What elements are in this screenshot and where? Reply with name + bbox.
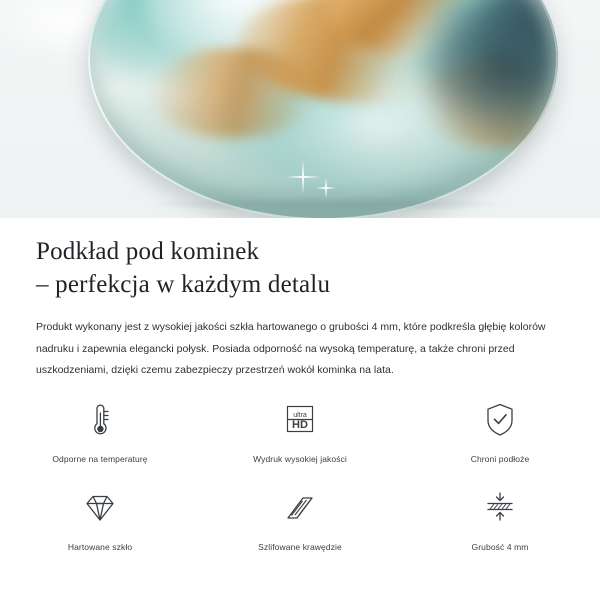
headline-line-2: – perfekcja w każdym detalu xyxy=(36,270,331,298)
ink-blot-white-left xyxy=(143,0,353,68)
diamond-icon xyxy=(77,486,123,530)
hero-image xyxy=(0,0,600,218)
text-content xyxy=(0,218,600,382)
feature-polished-edges xyxy=(200,478,400,566)
feature-thickness xyxy=(400,478,600,566)
page-title xyxy=(0,218,600,301)
feature-label: Wydruk wysokiej jakości xyxy=(253,454,347,464)
feature-tempered-glass xyxy=(0,478,200,566)
ink-blot-dark-right xyxy=(418,0,558,143)
feature-label: Odporne na temperaturę xyxy=(52,454,148,464)
ink-blot-teal-right xyxy=(388,0,558,98)
ultra-hd-icon xyxy=(277,398,323,442)
ink-streak-gold-top xyxy=(323,0,513,53)
svg-text:HD: HD xyxy=(292,419,308,431)
feature-surface-protection xyxy=(400,390,600,478)
feature-print-quality xyxy=(200,390,400,478)
headline-line-1: Podkład pod kominek xyxy=(36,238,260,265)
sparkle-small-icon xyxy=(316,178,336,198)
feature-temperature xyxy=(0,390,200,478)
polished-edges-icon xyxy=(277,486,323,530)
sparkle-icon xyxy=(286,160,320,194)
feature-grid xyxy=(0,390,600,566)
ink-blot-dark-corner xyxy=(480,0,558,78)
svg-text:ultra: ultra xyxy=(293,412,307,419)
thermometer-icon xyxy=(77,398,123,442)
thickness-arrows-icon xyxy=(477,486,523,530)
ink-streak-gold-center xyxy=(238,0,468,103)
board-drop-shadow xyxy=(150,196,510,212)
ink-streak-gold-bottom-left xyxy=(148,48,318,138)
feature-label: Szlifowane krawędzie xyxy=(258,542,342,552)
description-paragraph: Produkt wykonany jest z wysokiej jakości szkła hartowanego o grubości 4 mm, które podkreśla głębię kolorów nadruku i zapewnia elegancki połysk. Posiada odporność na wysoką temperaturę, a także chroni przed uszkodzeniami, dzięki czemu zabezpieczy przestrzeń wokół kominka na lata. xyxy=(36,321,546,377)
feature-label: Chroni podłoże xyxy=(470,454,530,464)
feature-label: Hartowane szkło xyxy=(67,542,133,552)
ink-blot-teal-left xyxy=(88,0,288,88)
feature-label: Grubość 4 mm xyxy=(471,542,529,552)
shield-check-icon xyxy=(477,398,523,442)
ink-blot-teal-center xyxy=(208,18,468,208)
